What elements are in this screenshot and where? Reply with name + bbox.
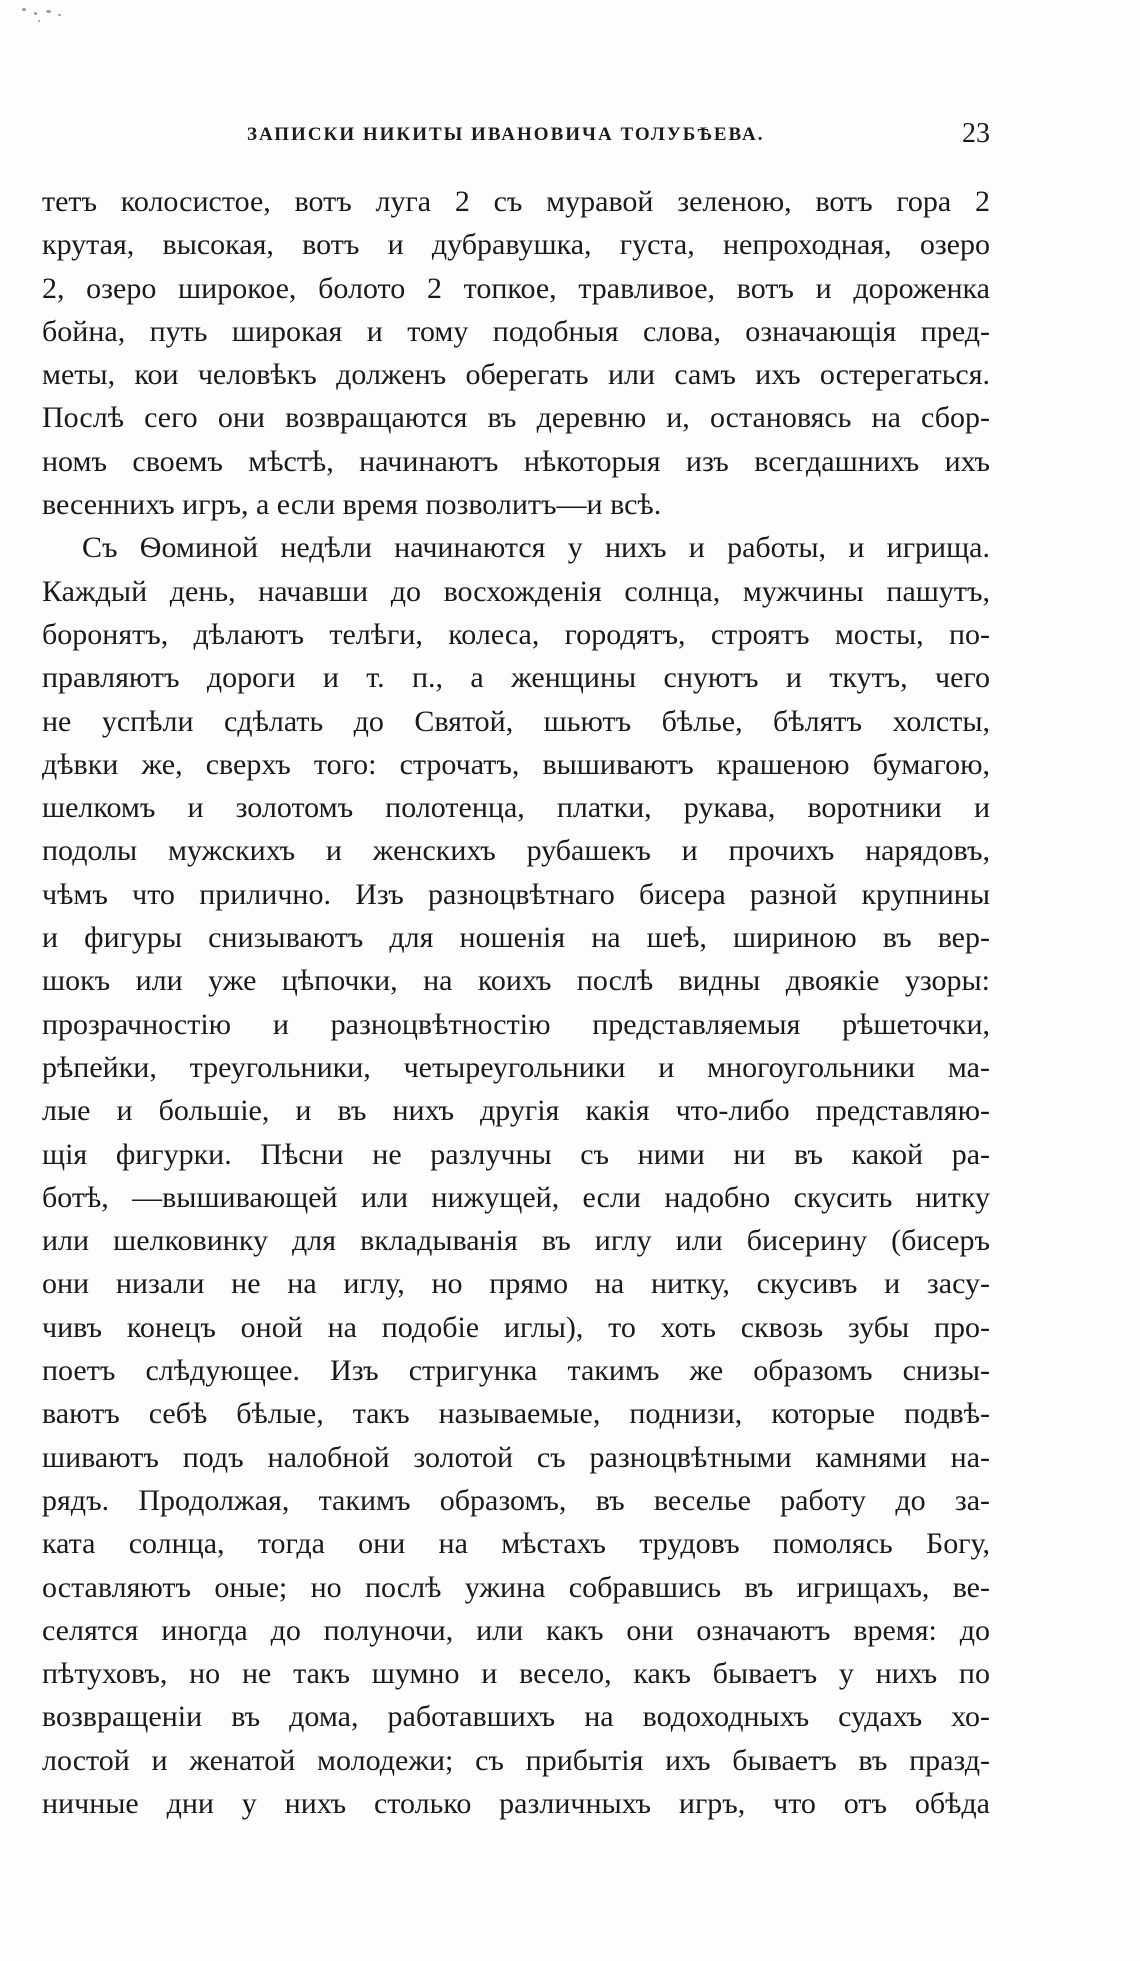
text-line: лостой и женатой молодежи; съ прибытія ихъ бываетъ въ празд-	[42, 1743, 990, 1777]
text-line: правляютъ дороги и т. п., а женщины снуютъ и ткутъ, чего	[42, 661, 990, 695]
text-line: или шелковинку для вкладыванія въ иглу или бисерину (бисеръ	[42, 1224, 990, 1258]
text-line: пѣтуховъ, но не такъ шумно и весело, какъ бываетъ у нихъ по	[42, 1657, 990, 1691]
page-number: 23	[962, 118, 990, 149]
scan-speck	[22, 8, 26, 11]
text-line: рѣпейки, треугольники, четыреугольники и многоугольники ма-	[42, 1050, 990, 1084]
body-text	[42, 180, 990, 1825]
text-line: бойна, путь широкая и тому подобныя слова, означающія пред-	[42, 314, 990, 348]
text-line: они низали не на иглу, но прямо на нитку, скусивъ и засу-	[42, 1267, 990, 1301]
text-line: боронятъ, дѣлаютъ телѣги, колеса, городятъ, строятъ мосты, по-	[42, 617, 990, 651]
text-line: весеннихъ игръ, а если время позволитъ—и всѣ.	[42, 488, 662, 522]
text-line: ничные дни у нихъ столько различныхъ игръ, что отъ обѣда	[42, 1786, 990, 1820]
text-line: подолы мужскихъ и женскихъ рубашекъ и прочихъ нарядовъ,	[42, 834, 990, 868]
text-line: тетъ колосистое, вотъ луга 2 съ муравой зеленою, вотъ гора 2	[42, 185, 990, 218]
text-line: Каждый день, начавши до восхожденія солнца, мужчины пашутъ,	[42, 574, 990, 608]
text-line: возвращеніи въ дома, работавшихъ на водоходныхъ судахъ хо-	[42, 1700, 990, 1734]
text-line: ваютъ себѣ бѣлые, такъ называемые, поднизи, которые подвѣ-	[42, 1397, 990, 1431]
text-line: селятся иногда до полуночи, или какъ они означаютъ время: до	[42, 1613, 990, 1647]
text-line: прозрачностію и разноцвѣтностію представляемыя рѣшеточки,	[42, 1007, 990, 1041]
text-line: оставляютъ оные; но послѣ ужина собравшись въ игрищахъ, ве-	[42, 1570, 990, 1604]
scan-speck	[34, 12, 37, 15]
page-header	[42, 118, 990, 158]
text-line: чивъ конецъ оной на подобіе иглы), то хоть сквозь зубы про-	[42, 1310, 990, 1344]
scan-speck	[38, 20, 40, 22]
scan-speck	[46, 10, 51, 13]
text-line: чѣмъ что прилично. Изъ разноцвѣтнаго бисера разной крупнины	[42, 877, 990, 911]
text-line: меты, кои человѣкъ долженъ оберегать или самъ ихъ остерегаться.	[42, 358, 990, 392]
text-line: рядъ. Продолжая, такимъ образомъ, въ веселье работу до за-	[42, 1483, 990, 1517]
running-title: ЗАПИСКИ НИКИТЫ ИВАНОВИЧА ТОЛУБѢЕВА.	[247, 124, 765, 145]
text-line: шиваютъ подъ налобной золотой съ разноцвѣтными камнями на-	[42, 1440, 990, 1474]
text-line: ботѣ, —вышивающей или нижущей, если надобно скусить нитку	[42, 1180, 990, 1214]
text-line: Съ Ѳоминой недѣли начинаются у нихъ и работы, и игрища.	[82, 531, 990, 565]
text-line: дѣвки же, сверхъ того: строчатъ, вышиваютъ крашеною бумагою,	[42, 747, 990, 781]
text-line: шокъ или уже цѣпочки, на коихъ послѣ видны двоякіе узоры:	[42, 964, 990, 998]
text-line: шелкомъ и золотомъ полотенца, платки, рукава, воротники и	[42, 791, 990, 825]
scan-speck	[58, 14, 61, 16]
text-line: не успѣли сдѣлать до Святой, шьютъ бѣлье, бѣлятъ холсты,	[42, 704, 990, 738]
text-line: и фигуры снизываютъ для ношенія на шеѣ, шириною въ вер-	[42, 921, 990, 955]
text-line: 2, озеро широкое, болото 2 топкое, травливое, вотъ и дороженка	[42, 271, 990, 305]
text-line: ката солнца, тогда они на мѣстахъ трудовъ помолясь Богу,	[42, 1527, 990, 1561]
text-line: поетъ слѣдующее. Изъ стригунка такимъ же образомъ снизы-	[42, 1354, 990, 1388]
text-line: Послѣ сего они возвращаются въ деревню и, остановясь на сбор-	[42, 401, 990, 435]
text-line: щія фигурки. Пѣсни не разлучны съ ними ни въ какой ра-	[42, 1137, 990, 1171]
text-line: крутая, высокая, вотъ и дубравушка, густа, непроходная, озеро	[42, 228, 990, 262]
text-line: лые и большіе, и въ нихъ другія какія что-либо представляю-	[42, 1094, 990, 1128]
text-line: номъ своемъ мѣстѣ, начинаютъ нѣкоторыя изъ всегдашнихъ ихъ	[42, 444, 990, 478]
